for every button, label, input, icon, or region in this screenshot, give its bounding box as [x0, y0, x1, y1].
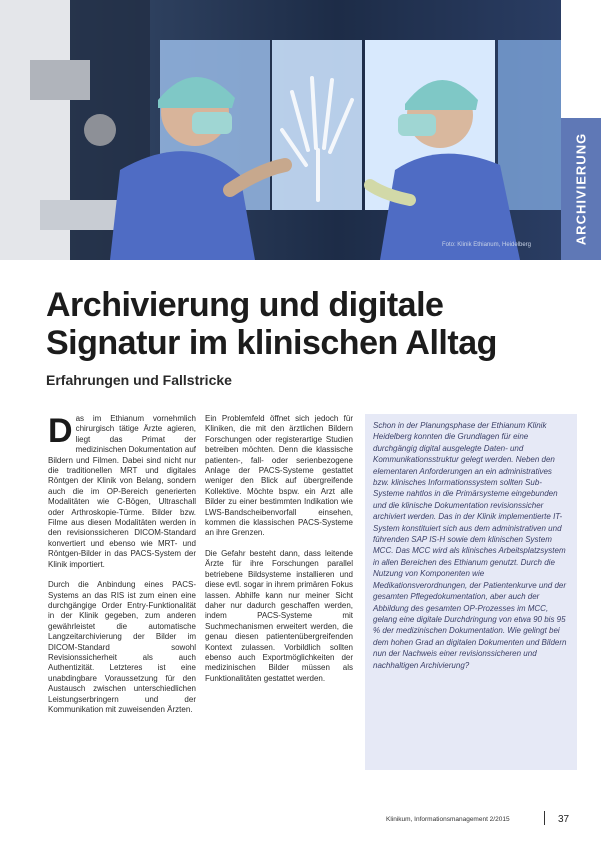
header-photo: [0, 0, 561, 260]
article-column-2: [205, 414, 353, 694]
article-title: Archivierung und digitale Signatur im klinischen Alltag: [46, 286, 497, 362]
footer-divider: [544, 811, 545, 825]
paragraph: Ein Problemfeld öffnet sich jedoch für Kliniken, die mit den ärztlichen Bildern Forschungen oder registerartige Studien betreiben möchten. Denn die klassische patienten-, fall- oder serienbezogene Anlage der PACS-Systeme gestattet weniger den Blick auf übergreifende Kollektive. Möchte bspw. ein Arzt alle Bilder zu einer bestimmten Indikation wie LWS-Bandscheibenvorfall einsehen, kommen die klassischen PACS-Systeme an ihre Grenzen.: [205, 414, 353, 538]
drop-cap: D: [48, 412, 73, 450]
photo-credit: Foto: Klinik Ethianum, Heidelberg: [441, 242, 531, 248]
section-tab-label: ARCHIVIERUNG: [573, 132, 589, 246]
surgeons-xray-illustration: [0, 0, 561, 260]
intro-box-text: Schon in der Planungsphase der Ethianum Klinik Heidelberg konnten die Grundlagen für eine durchgängig digital ausgelegte Daten- und Kommunikationsstruktur gelegt werden. Neben den elementaren Anforderungen an ein administratives bzw. klinisches Informationssystem sollten Sub-Systeme nahtlos in die Primärsysteme eingebunden und die klinische Dokumentation revisionssicher archiviert werden. Das in der Klinik implementierte IT-System konstituiert sich aus dem administrativen und führenden SAP IS-H sowie dem klinischen System MCC. Das MCC wird als klinisches Arbeitsplatzsystem in allen Bereichen des Ethianum genutzt. Durch die Nutzung von Komponenten wie Medikationsverordnungen, der Patientenkurve und der gesamten Pflegedokumentation, aber auch der Abbildung des gesamten OP-Prozesses im MCC, gelang eine digitale Durchdringung von etwa 90 bis 95 % der medizinischen Dokumentation. Wie gelingt bei dem hohen Grad an digitalen Dokumenten und Bildern nun der Nachweis einer revisionssicheren und nachhaltigen Archivierung?: [373, 421, 567, 670]
section-tab: [561, 118, 601, 260]
page-number: 37: [558, 814, 570, 825]
paragraph: Die Gefahr besteht dann, dass leitende Ärzte für ihre Forschungen parallel betriebene Bildsysteme installieren und diese evtl. sogar in ihrem primären Fokus lassen. Abhilfe kann nur meiner Sicht daher nur dadurch geschaffen werden, indem PACS-Systeme mit Suchmechanismen erweitert werden, die genau diesen patientenübergreifenden Kontext zulassen. Vorbildlich sollten ebenso auch Exportmöglichkeiten der medizinischen Bilder müssen als Funktionalitäten gestattet werden.: [205, 548, 353, 683]
intro-box: [365, 414, 577, 770]
article-column-1: [48, 414, 196, 725]
paragraph: Durch die Anbindung eines PACS-Systems an das RIS ist zum einen eine durchgängige Order Entry-Funktionalität in der Klinik gegeben, zum anderen gewährleistet die automatische Langzeitarchivierung der Bilder im DICOM-Standard sowohl Revisionssicherheit als auch Authentizität. Letzteres ist eine unabdingbare Voraussetzung für den Austausch zwischen unterschiedlichen Leistungserbringern und der Kommunikation mit zuweisenden Ärzten.: [48, 580, 196, 714]
article-subtitle: Erfahrungen und Fallstricke: [46, 372, 232, 388]
journal-footer: Klinikum, Informationsmanagement 2/2015: [386, 816, 510, 823]
paragraph: Das im Ethianum vornehmlich chirurgisch tätige Ärzte agieren, liegt das Primat der medizinischen Dokumentation auf Bildern und Filmen. Dabei sind nicht nur die traditionellen MRT und digitales Röntgen der Klinik von Belang, sondern auch die im OP-Bereich generierten Modalitäten wie C-Bögen, Ultraschall oder Arthroskopie-Türme. Bilder bzw. Filme aus diesen Modalitäten werden in den revisionssicheren DICOM-Standard konvertiert und ebenso wie MRT- und Röntgen-Bilder in das PACS-System der Klinik importiert.: [48, 412, 196, 569]
